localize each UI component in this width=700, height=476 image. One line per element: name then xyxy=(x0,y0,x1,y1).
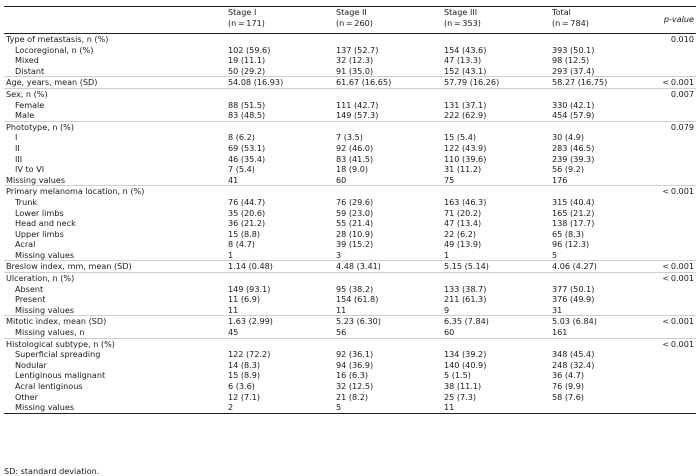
row-value xyxy=(550,88,650,99)
row-value: 122 (72.2) xyxy=(228,349,271,360)
table-footnote: SD: standard deviation. xyxy=(4,466,100,476)
row-value: 59 (23.0) xyxy=(336,207,374,218)
table-row xyxy=(4,197,696,208)
row-label: Upper limbs xyxy=(15,228,64,239)
header-label-col xyxy=(4,7,226,34)
table-row xyxy=(4,175,696,186)
row-pvalue xyxy=(650,100,696,111)
table-row xyxy=(4,305,696,316)
row-label: Missing values xyxy=(4,402,226,413)
header-stage-2-name: Stage II xyxy=(336,7,367,17)
row-value: 6.35 (7.84) xyxy=(442,316,550,327)
table-row xyxy=(4,143,696,154)
patient-characteristics-table xyxy=(4,6,696,414)
row-value: 45 xyxy=(228,327,239,338)
header-stage-1 xyxy=(226,7,334,34)
row-label: Lentiginous malignant xyxy=(15,370,106,381)
table-row xyxy=(4,294,696,305)
row-pvalue xyxy=(650,45,696,56)
row-value: 5 xyxy=(334,402,442,413)
row-value: 7 (5.4) xyxy=(228,164,255,175)
row-label: Acral xyxy=(15,239,36,250)
header-stage-3-name: Stage III xyxy=(444,7,478,17)
row-label: Female xyxy=(15,99,45,110)
row-pvalue: < 0.001 xyxy=(650,273,696,284)
row-value: 154 (43.6) xyxy=(444,44,487,55)
row-value: 12 (7.1) xyxy=(228,391,261,402)
row-value: 2 xyxy=(226,402,334,413)
row-pvalue xyxy=(650,294,696,305)
row-value: 58.27 (16.75) xyxy=(550,77,650,89)
row-value: 454 (57.9) xyxy=(552,110,595,121)
row-value: 41 xyxy=(228,174,239,185)
table-row xyxy=(4,218,696,229)
row-label: Sex, n (%) xyxy=(4,88,226,99)
row-value: 28 (10.9) xyxy=(336,228,374,239)
table-header xyxy=(4,7,696,34)
row-value: 393 (50.1) xyxy=(552,44,595,55)
row-label: Missing values xyxy=(6,174,66,185)
table-row xyxy=(4,370,696,381)
row-value: 15 (5.4) xyxy=(444,132,477,143)
row-pvalue xyxy=(650,154,696,165)
table-row xyxy=(4,164,696,175)
row-value: 1.14 (0.48) xyxy=(226,261,334,273)
row-value: 8 (4.7) xyxy=(228,239,255,250)
row-value: 61.67 (16.65) xyxy=(334,77,442,89)
row-value: 9 xyxy=(444,304,450,315)
row-label: Histological subtype, n (%) xyxy=(4,338,226,349)
row-value: 14 (8.3) xyxy=(228,359,261,370)
row-value xyxy=(550,34,650,45)
table-row xyxy=(4,34,696,45)
table-row xyxy=(4,316,696,327)
row-value: 32 (12.3) xyxy=(336,55,374,66)
row-value: 16 (6.3) xyxy=(336,370,369,381)
row-pvalue xyxy=(650,143,696,154)
row-pvalue: 0.010 xyxy=(670,34,694,44)
row-value: 60 xyxy=(336,174,347,185)
row-value: 348 (45.4) xyxy=(552,349,595,360)
row-value: 4.48 (3.41) xyxy=(334,261,442,273)
row-value: 38 (11.1) xyxy=(444,381,482,391)
row-value: 58 (7.6) xyxy=(552,391,585,402)
row-pvalue: < 0.001 xyxy=(650,186,696,197)
row-value: 35 (20.6) xyxy=(228,207,266,218)
row-value: 5.03 (6.84) xyxy=(550,316,650,327)
row-value: 1.63 (2.99) xyxy=(226,316,334,327)
row-pvalue xyxy=(650,360,696,371)
row-value: 131 (37.1) xyxy=(444,99,487,110)
row-value: 5 (1.5) xyxy=(444,370,471,381)
row-value: 71 (20.2) xyxy=(444,207,482,218)
row-pvalue xyxy=(650,208,696,219)
table-row xyxy=(4,77,696,89)
row-value xyxy=(226,338,334,349)
table-row xyxy=(4,284,696,295)
row-value: 30 (4.9) xyxy=(552,132,585,143)
row-value: 138 (17.7) xyxy=(552,218,595,229)
row-value: 92 (36.1) xyxy=(336,349,374,360)
row-value: 248 (32.4) xyxy=(552,359,595,370)
row-value: 21 (8.2) xyxy=(336,391,369,402)
row-value: 315 (40.4) xyxy=(552,196,595,207)
row-value: 88 (51.5) xyxy=(228,99,266,110)
row-value: 75 xyxy=(444,174,455,185)
header-total-name: Total xyxy=(552,7,571,17)
row-value: 56 (9.2) xyxy=(552,164,585,175)
row-value: 83 (41.5) xyxy=(336,153,374,164)
row-value xyxy=(334,34,442,45)
row-value xyxy=(334,121,442,132)
row-value xyxy=(442,88,550,99)
table-row xyxy=(4,45,696,56)
table-row xyxy=(4,100,696,111)
row-pvalue: < 0.001 xyxy=(650,338,696,349)
row-value: 19 (11.1) xyxy=(228,55,266,66)
table-row xyxy=(4,250,696,261)
table-row xyxy=(4,338,696,349)
row-value: 47 (13.3) xyxy=(444,55,482,66)
table-row xyxy=(4,360,696,371)
row-label: Missing values xyxy=(15,304,75,315)
row-value: 1 xyxy=(228,249,234,260)
row-pvalue xyxy=(650,349,696,360)
row-value: 152 (43.1) xyxy=(444,65,487,76)
row-pvalue xyxy=(650,66,696,77)
row-pvalue xyxy=(650,305,696,316)
table-row xyxy=(4,261,696,273)
row-label: Age, years, mean (SD) xyxy=(4,77,226,89)
row-value: 32 (12.5) xyxy=(336,381,374,391)
row-value: 65 (8.3) xyxy=(552,228,585,239)
row-value: 149 (57.3) xyxy=(336,110,379,121)
row-value: 140 (40.9) xyxy=(444,359,487,370)
header-total xyxy=(550,7,650,34)
row-value: 163 (46.3) xyxy=(444,196,487,207)
row-value: 49 (13.9) xyxy=(444,239,482,250)
row-value: 60 xyxy=(444,327,455,338)
row-value: 8 (6.2) xyxy=(228,132,255,143)
row-value: 111 (42.7) xyxy=(336,99,379,110)
row-value xyxy=(550,338,650,349)
row-value: 161 xyxy=(552,327,568,338)
row-value: 46 (35.4) xyxy=(228,153,266,164)
row-value: 76 (9.9) xyxy=(552,381,585,391)
row-pvalue xyxy=(650,218,696,229)
row-value: 154 (61.8) xyxy=(336,294,379,305)
row-value: 31 xyxy=(552,304,563,315)
row-value xyxy=(550,273,650,284)
row-value: 133 (38.7) xyxy=(444,283,487,294)
row-pvalue: < 0.001 xyxy=(650,261,696,273)
row-value: 11 xyxy=(228,304,239,315)
row-label: Other xyxy=(15,391,38,402)
row-pvalue xyxy=(650,402,696,413)
row-value: 293 (37.4) xyxy=(552,65,595,76)
row-value: 11 (6.9) xyxy=(228,294,261,305)
row-value: 18 (9.0) xyxy=(336,164,369,175)
row-pvalue xyxy=(650,239,696,250)
row-label: Head and neck xyxy=(15,218,76,229)
table-row xyxy=(4,327,696,338)
row-label: Phototype, n (%) xyxy=(4,121,226,132)
row-label: IV to VI xyxy=(15,164,45,175)
row-value xyxy=(226,34,334,45)
row-value: 283 (46.5) xyxy=(552,142,595,153)
row-label: II xyxy=(15,142,20,153)
header-stage-1-n: (n = 171) xyxy=(228,17,265,28)
row-label: Primary melanoma location, n (%) xyxy=(4,186,226,197)
row-label: III xyxy=(15,153,23,164)
table-row xyxy=(4,349,696,360)
row-pvalue xyxy=(650,55,696,66)
row-label: Lower limbs xyxy=(15,207,64,218)
row-value: 92 (46.0) xyxy=(336,142,374,153)
table-row xyxy=(4,154,696,165)
row-label: I xyxy=(15,132,18,143)
row-value xyxy=(442,121,550,132)
row-value: 222 (62.9) xyxy=(444,110,487,121)
row-label: Male xyxy=(15,110,35,121)
table-row xyxy=(4,66,696,77)
row-value xyxy=(226,186,334,197)
row-value: 76 (29.6) xyxy=(336,196,374,207)
header-stage-2 xyxy=(334,7,442,34)
row-value: 377 (50.1) xyxy=(552,283,595,294)
row-pvalue xyxy=(650,132,696,143)
row-value: 25 (7.3) xyxy=(444,391,477,402)
header-stage-2-n: (n = 260) xyxy=(336,17,373,28)
row-value: 47 (13.4) xyxy=(444,218,482,229)
row-value: 95 (38.2) xyxy=(336,283,374,294)
row-value xyxy=(334,338,442,349)
row-label: Breslow index, mm, mean (SD) xyxy=(4,261,226,273)
row-value: 176 xyxy=(552,174,568,185)
row-pvalue xyxy=(650,392,696,403)
row-pvalue xyxy=(650,250,696,261)
row-value: 134 (39.2) xyxy=(444,349,487,360)
row-label: Missing values xyxy=(15,249,75,260)
row-value: 36 (4.7) xyxy=(552,370,585,381)
row-value: 36 (21.2) xyxy=(228,218,266,229)
row-value: 15 (8.9) xyxy=(228,370,261,381)
row-pvalue xyxy=(650,381,696,392)
row-value: 54.08 (16.93) xyxy=(226,77,334,89)
row-value: 55 (21.4) xyxy=(336,218,374,229)
row-value xyxy=(550,402,650,413)
row-value: 211 (61.3) xyxy=(444,294,487,305)
row-pvalue: 0.079 xyxy=(650,121,696,132)
row-value xyxy=(226,273,334,284)
row-pvalue xyxy=(650,175,696,186)
row-pvalue xyxy=(650,284,696,295)
row-value: 50 (29.2) xyxy=(228,65,266,76)
row-label: Acral lentiginous xyxy=(15,381,83,391)
table-row xyxy=(4,55,696,66)
row-value: 102 (59.6) xyxy=(228,44,271,55)
row-label: Trunk xyxy=(15,196,38,207)
row-value: 149 (93.1) xyxy=(228,283,271,294)
row-pvalue xyxy=(650,164,696,175)
row-pvalue xyxy=(650,327,696,338)
row-pvalue: < 0.001 xyxy=(650,77,696,89)
row-value: 94 (36.9) xyxy=(336,359,374,370)
row-value: 11 xyxy=(442,402,550,413)
row-label: Mixed xyxy=(15,55,39,66)
row-value xyxy=(226,121,334,132)
row-value: 5.15 (5.14) xyxy=(442,261,550,273)
table-body xyxy=(4,34,696,414)
table-row xyxy=(4,186,696,197)
row-value: 15 (8.8) xyxy=(228,228,261,239)
row-pvalue: < 0.001 xyxy=(650,316,696,327)
row-pvalue xyxy=(650,370,696,381)
row-value: 76 (44.7) xyxy=(228,196,266,207)
row-label: Absent xyxy=(15,283,44,294)
row-label: Superficial spreading xyxy=(15,349,101,360)
table-row xyxy=(4,110,696,121)
row-value: 122 (43.9) xyxy=(444,142,487,153)
header-stage-3 xyxy=(442,7,550,34)
table-row xyxy=(4,402,696,413)
table-row xyxy=(4,273,696,284)
table-row xyxy=(4,121,696,132)
row-value: 56 xyxy=(336,327,347,338)
header-stage-3-n: (n = 353) xyxy=(444,17,481,28)
row-value xyxy=(334,273,442,284)
row-label: Mitotic index, mean (SD) xyxy=(4,316,226,327)
row-value: 11 xyxy=(336,304,347,315)
row-value: 22 (6.2) xyxy=(444,228,477,239)
table-row xyxy=(4,132,696,143)
row-value: 239 (39.3) xyxy=(552,153,595,164)
row-value xyxy=(226,88,334,99)
table-row xyxy=(4,392,696,403)
row-value: 7 (3.5) xyxy=(336,132,363,143)
row-value xyxy=(442,186,550,197)
row-value: 110 (39.6) xyxy=(444,153,487,164)
row-pvalue xyxy=(650,197,696,208)
header-pvalue: p-value xyxy=(663,14,694,25)
row-value xyxy=(334,88,442,99)
header-stage-1-name: Stage I xyxy=(228,7,257,17)
row-pvalue xyxy=(650,110,696,121)
row-label: Nodular xyxy=(15,359,47,370)
row-value: 31 (11.2) xyxy=(444,164,482,175)
row-value: 4.06 (4.27) xyxy=(550,261,650,273)
row-value: 57.79 (16.26) xyxy=(442,77,550,89)
row-label: Locoregional, n (%) xyxy=(15,44,94,55)
row-value xyxy=(550,121,650,132)
row-value xyxy=(442,273,550,284)
row-label: Type of metastasis, n (%) xyxy=(6,34,109,44)
table-row xyxy=(4,88,696,99)
row-value xyxy=(334,186,442,197)
row-value: 165 (21.2) xyxy=(552,207,595,218)
table-row xyxy=(4,381,696,392)
table-row xyxy=(4,229,696,240)
row-value: 96 (12.3) xyxy=(552,239,590,250)
row-value xyxy=(550,186,650,197)
row-value: 6 (3.6) xyxy=(228,381,255,391)
row-value: 330 (42.1) xyxy=(552,99,595,110)
header-total-n: (n = 784) xyxy=(552,17,589,28)
row-pvalue: 0.007 xyxy=(650,88,696,99)
row-value: 376 (49.9) xyxy=(552,294,595,305)
row-value: 91 (35.0) xyxy=(336,65,374,76)
row-label: Present xyxy=(15,294,46,305)
row-value: 5 xyxy=(552,249,558,260)
row-value xyxy=(442,34,550,45)
row-value: 39 (15.2) xyxy=(336,239,374,250)
row-value: 137 (52.7) xyxy=(336,44,379,55)
table-row xyxy=(4,239,696,250)
row-value: 1 xyxy=(444,249,450,260)
row-pvalue xyxy=(650,229,696,240)
row-value: 69 (53.1) xyxy=(228,142,266,153)
row-value: 5.23 (6.30) xyxy=(334,316,442,327)
row-label: Ulceration, n (%) xyxy=(4,273,226,284)
row-value: 83 (48.5) xyxy=(228,110,266,121)
row-label: Missing values, n xyxy=(15,327,85,338)
row-value: 3 xyxy=(336,249,342,260)
table-row xyxy=(4,208,696,219)
row-value: 98 (12.5) xyxy=(552,55,590,66)
row-label: Distant xyxy=(15,65,45,76)
row-value xyxy=(442,338,550,349)
